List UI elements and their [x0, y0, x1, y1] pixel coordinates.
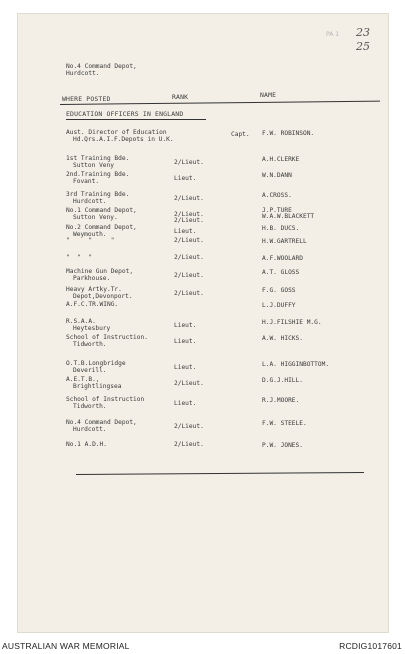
column-header-where: WHERE POSTED: [62, 95, 111, 103]
row-name: F.W. STEELE.: [262, 420, 307, 427]
row-where-line: R.S.A.A.: [66, 318, 96, 325]
row-where-line: " " ": [66, 237, 115, 244]
row-name: H.W.GARTRELL: [262, 238, 307, 245]
row-name: W.A.W.BLACKETT: [262, 213, 315, 220]
row-where-line: Hurdcott.: [73, 198, 107, 205]
row-rank: Lieut.: [174, 364, 197, 371]
row-where-line: School of Instruction.: [66, 334, 148, 341]
row-name: J.P.TURE: [262, 207, 292, 214]
row-name: L.A. HIGGINBOTTOM.: [262, 361, 330, 368]
row-where-line: Sutton Veny.: [73, 214, 118, 221]
row-name: A.F.WOOLARD: [262, 255, 303, 262]
row-rank: 2/Lieut.: [174, 254, 204, 261]
row-name: F.G. GOSS: [262, 287, 296, 294]
row-rank: 2/Lieut.: [174, 211, 204, 218]
row-name: R.J.MOORE.: [262, 397, 300, 404]
row-where-line: Parkhouse.: [73, 275, 111, 282]
row-name: A.W. HICKS.: [262, 335, 303, 342]
page-number-top: 23: [356, 26, 370, 39]
row-where-line: Heytesbury: [73, 325, 111, 332]
row-where-line: A.E.T.B.,: [66, 376, 100, 383]
row-rank: 2/Lieut.: [174, 272, 204, 279]
row-where-line: Fovant.: [73, 178, 100, 185]
row-rank: 2/Lieut.: [174, 380, 204, 387]
row-name: A.H.CLERKE: [262, 156, 300, 163]
row-rank: Lieut.: [174, 338, 197, 345]
row-where-line: School of Instruction: [66, 396, 145, 403]
row-name: H.B. DUCS.: [262, 225, 300, 232]
section-title-underline: [66, 119, 206, 120]
row-where-line: 2nd.Training Bde.: [66, 171, 130, 178]
row-rank: 2/Lieut.: [174, 195, 204, 202]
row-rank: Capt.: [231, 131, 250, 138]
row-name: D.G.J.HILL.: [262, 377, 303, 384]
row-where-line: No.1 Command Depot,: [66, 207, 137, 214]
row-where-line: No.4 Command Depot,: [66, 419, 137, 426]
row-name: A.CROSS.: [262, 192, 292, 199]
footer-record-id: RCDIG1017601: [339, 641, 402, 651]
row-where-line: Tidworth.: [73, 341, 107, 348]
row-where-line: O.T.B.Longbridge: [66, 360, 126, 367]
row-where-line: Aust. Director of Education: [66, 129, 167, 136]
footer-institution: AUSTRALIAN WAR MEMORIAL: [2, 641, 130, 651]
row-name: L.J.DUFFY: [262, 302, 296, 309]
page-number-bottom: 25: [356, 40, 370, 53]
column-header-name: NAME: [260, 91, 277, 99]
row-rank: 2/Lieut.: [174, 441, 204, 448]
row-where-line: Deverill.: [73, 367, 107, 374]
header-line-1: No.4 Command Depot,: [66, 63, 137, 70]
row-name: W.N.DANN: [262, 172, 292, 179]
row-where-line: " " ": [66, 254, 93, 261]
column-header-rank: RANK: [172, 93, 189, 101]
row-rank: Lieut.: [174, 400, 197, 407]
row-where-line: No.2 Command Depot,: [66, 224, 137, 231]
section-title: EDUCATION OFFICERS IN ENGLAND: [66, 110, 184, 118]
row-name: A.T. GLOSS: [262, 269, 300, 276]
row-rank: 2/Lieut.: [174, 159, 204, 166]
row-where-line: Sutton Veny: [73, 162, 114, 169]
row-where-line: Machine Gun Depot,: [66, 268, 134, 275]
header-line-2: Hurdcott.: [66, 70, 100, 77]
row-rank: Lieut.: [174, 228, 197, 235]
row-where-line: Heavy Artky.Tr.: [66, 286, 122, 293]
row-where-line: No.1 A.D.H.: [66, 441, 107, 448]
row-where-line: Brightlingsea: [73, 383, 122, 390]
row-rank: 2/Lieut.: [174, 423, 204, 430]
row-where-line: Weymouth.: [73, 231, 107, 238]
row-where-line: 3rd Training Bde.: [66, 191, 130, 198]
row-where-line: Tidworth.: [73, 403, 107, 410]
row-name: P.W. JONES.: [262, 442, 303, 449]
row-where-line: 1st Training Bde.: [66, 155, 130, 162]
row-where-line: Depot,Devonport.: [73, 293, 133, 300]
pencil-note: PA 1: [326, 31, 340, 38]
row-where-line: A.F.C.TR.WING.: [66, 301, 119, 308]
row-name: F.W. ROBINSON.: [262, 130, 315, 137]
row-where-line: Hurdcott.: [73, 426, 107, 433]
row-rank: 2/Lieut.: [174, 237, 204, 244]
row-rank: Lieut.: [174, 322, 197, 329]
row-rank: Lieut.: [174, 175, 197, 182]
row-rank: 2/Lieut.: [174, 217, 204, 224]
row-name: H.J.FILSHIE M.G.: [262, 319, 322, 326]
row-where-line: Hd.Qrs.A.I.F.Depots in U.K.: [73, 136, 174, 143]
row-rank: 2/Lieut.: [174, 290, 204, 297]
